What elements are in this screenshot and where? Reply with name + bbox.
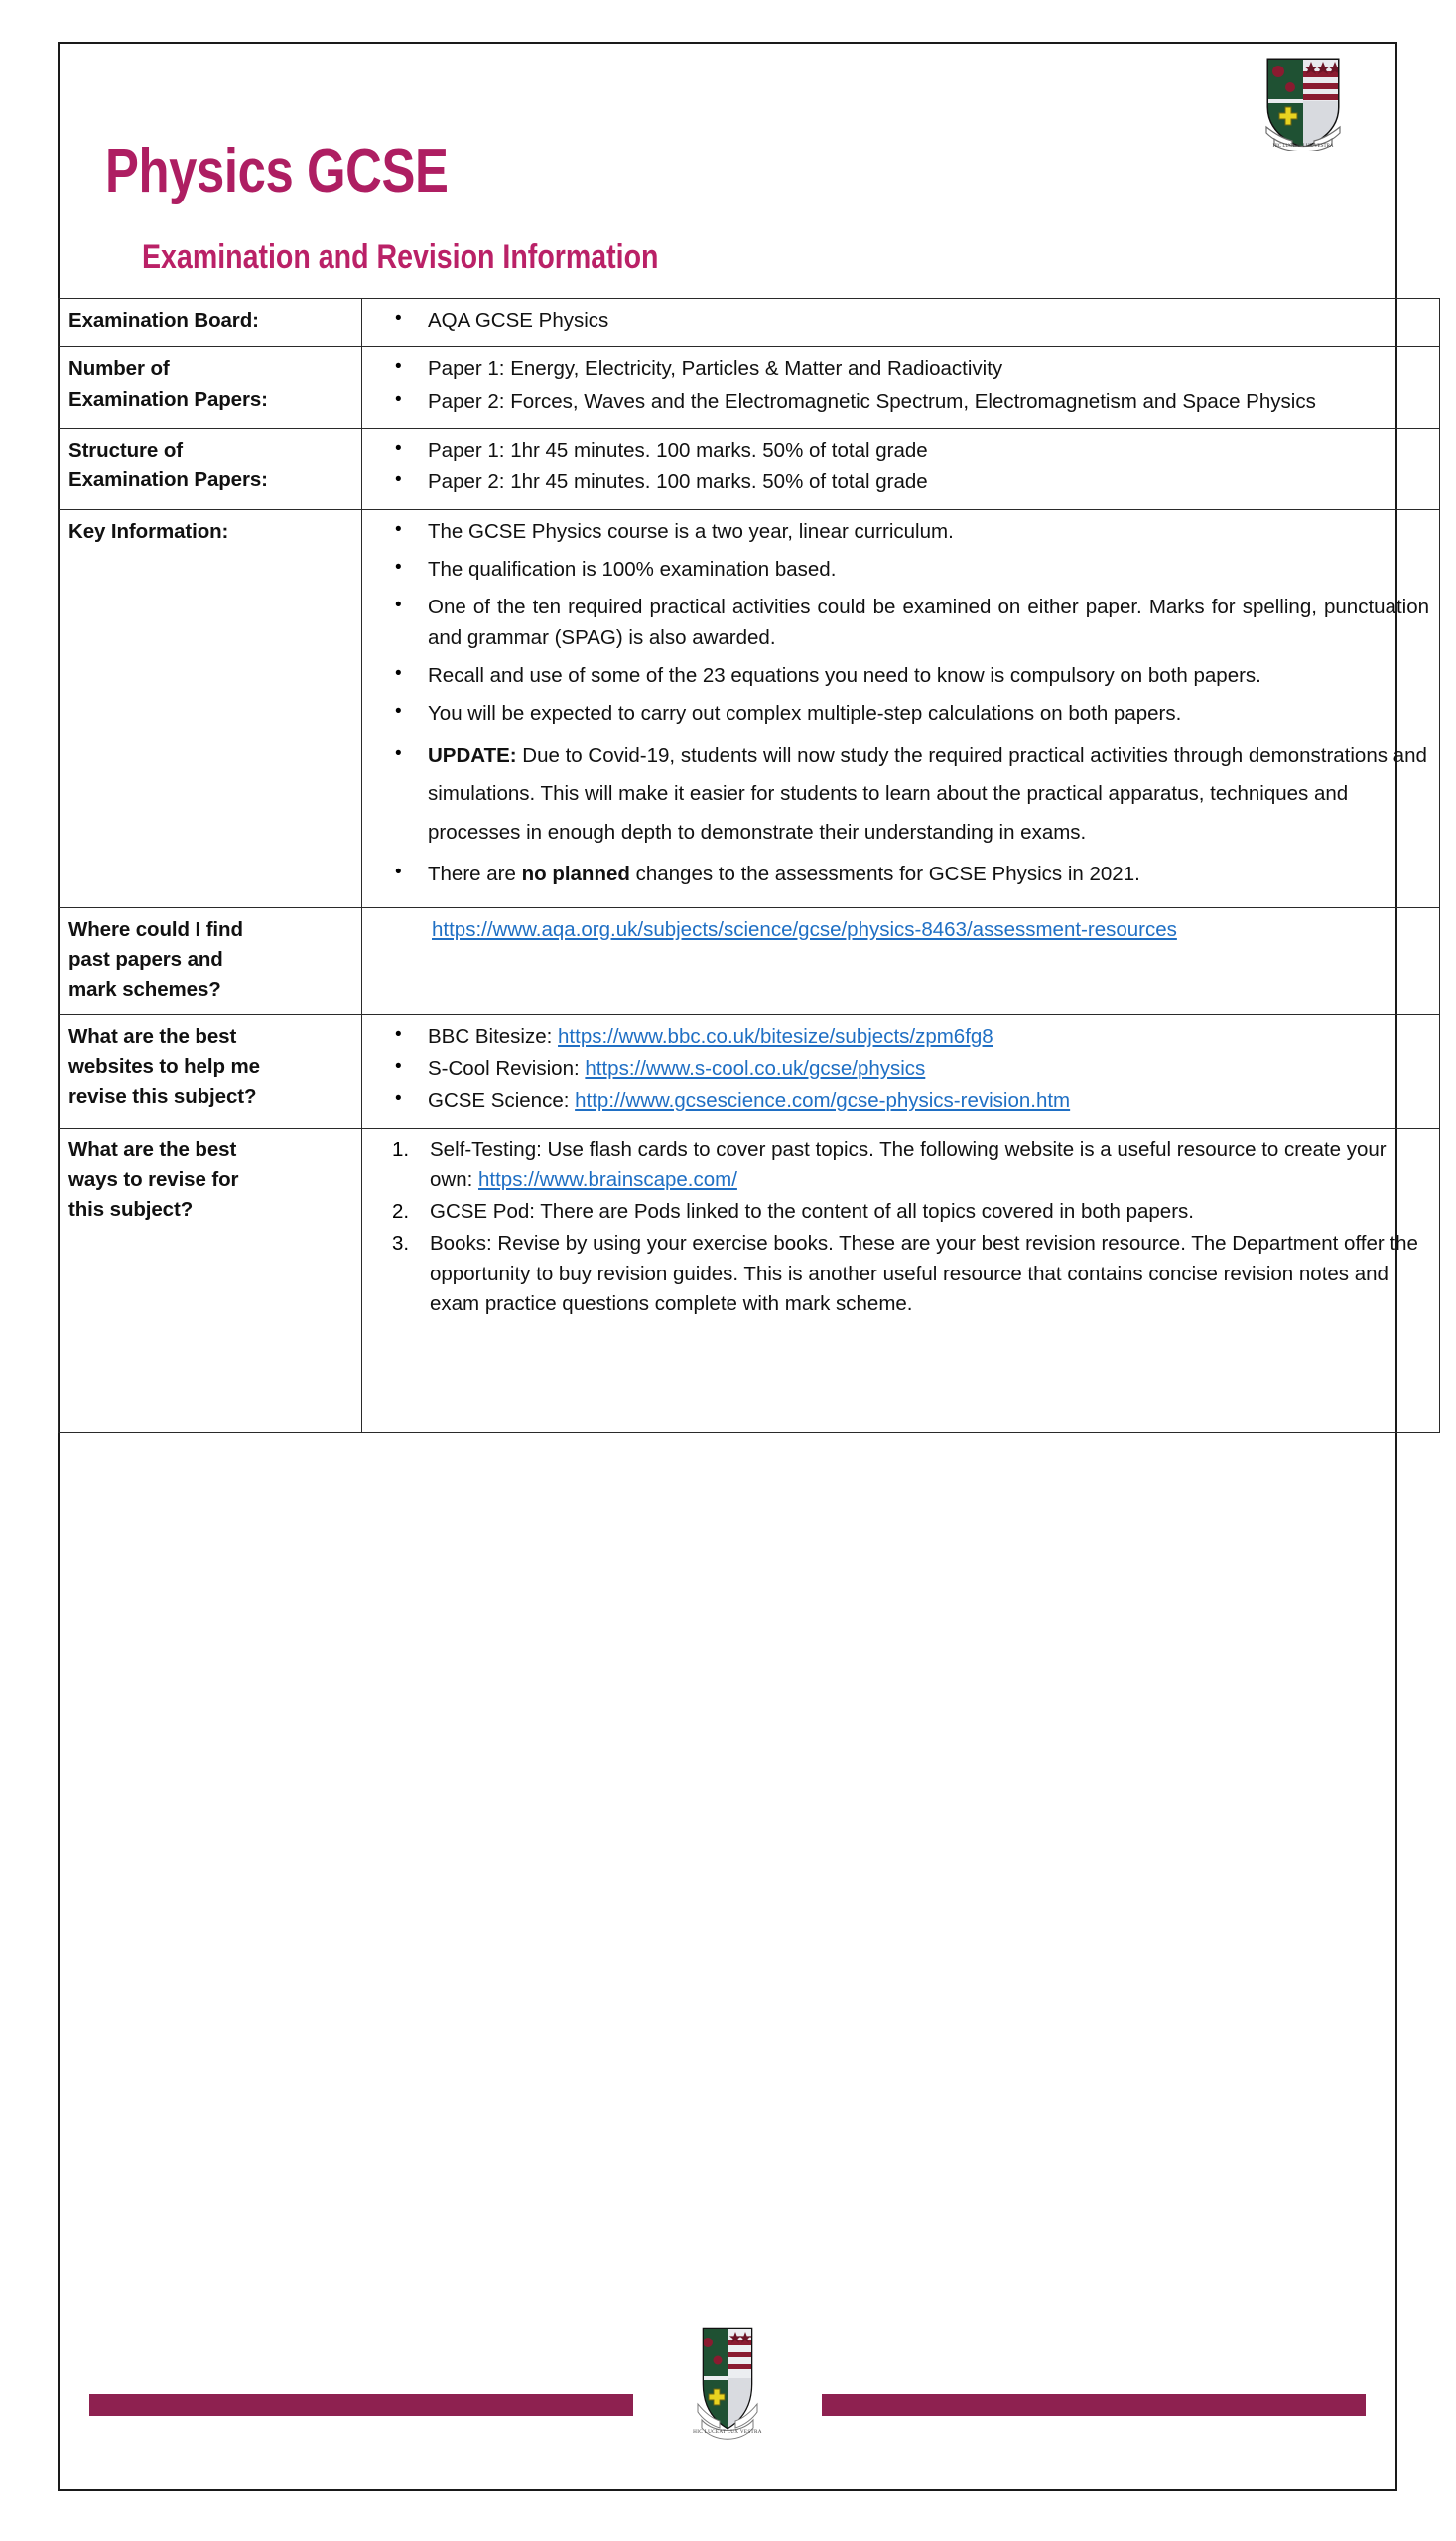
bullet-list <box>372 354 1429 417</box>
footer-crest-motto-text: HIC LUCEAT LUX VESTRA <box>693 2429 762 2435</box>
table-row-number-of-papers <box>59 347 1440 429</box>
page-title: Physics GCSE <box>105 137 449 205</box>
list-item <box>428 1054 1429 1084</box>
list-item: • The qualification is 100% examination based. <box>428 555 1429 585</box>
label-text-line2: past papers and <box>68 947 223 971</box>
table-row-examination-board <box>59 299 1440 347</box>
school-crest-icon <box>1262 56 1344 151</box>
list-item: • AQA GCSE Physics <box>428 306 1429 335</box>
label-text-line1: Structure of <box>68 438 183 462</box>
label-text: Key Information: <box>68 519 229 543</box>
list-item <box>428 1022 1429 1052</box>
label-text-line1: What are the best <box>68 1024 237 1048</box>
link-block <box>372 915 1429 946</box>
label-text-line3: revise this subject? <box>68 1085 257 1109</box>
list-item: • One of the ten required practical activities could be examined on either paper. Marks for spelling, punctuation and grammar (SPAG) is also awarded. <box>428 593 1429 653</box>
table-row-best-ways-to-revise <box>59 1128 1440 1432</box>
crest-motto-text: HIC LUCEAT LUX VESTRA <box>1272 144 1334 149</box>
bullet-list <box>372 306 1429 335</box>
table-row-past-papers <box>59 907 1440 1014</box>
label-text-line1: What are the best <box>68 1137 237 1161</box>
no-planned-bold: no planned <box>521 863 630 886</box>
list-item: • Recall and use of some of the 23 equations you need to know is compulsory on both papers. <box>428 661 1429 691</box>
update-tag: UPDATE: <box>428 743 517 767</box>
aqa-assessment-resources-link[interactable]: https://www.aqa.org.uk/subjects/science/gcse/physics-8463/assessment-resources <box>432 917 1177 941</box>
label-text: Examination Board: <box>68 309 259 332</box>
row-body-best-ways-to-revise <box>362 1128 1440 1432</box>
site-name: S-Cool Revision: <box>428 1056 586 1080</box>
row-body-key-information <box>362 509 1440 907</box>
page-subtitle: Examination and Revision Information <box>142 238 659 276</box>
item-text: Self-Testing: Use flash cards to cover past topics. The following website is a useful resource to create your own: <box>430 1137 1387 1191</box>
list-item-no-planned <box>428 860 1429 889</box>
bullet-list <box>372 1022 1429 1117</box>
label-text-line1: Number of <box>68 357 170 381</box>
document-footer <box>58 2313 1397 2491</box>
no-planned-pre: There are <box>428 863 522 886</box>
row-label-best-ways-to-revise <box>59 1128 362 1432</box>
footer-bar-right <box>822 2394 1366 2416</box>
row-body-best-websites <box>362 1014 1440 1128</box>
crest-svg <box>1262 56 1344 151</box>
label-text-line2: ways to revise for <box>68 1167 239 1191</box>
row-body-examination-board <box>362 299 1440 347</box>
list-item: • Paper 1: Energy, Electricity, Particles & Matter and Radioactivity <box>428 354 1429 384</box>
exam-info-table <box>58 298 1440 1433</box>
list-item: • The GCSE Physics course is a two year, linear curriculum. <box>428 517 1429 547</box>
label-text-line3: this subject? <box>68 1198 194 1222</box>
bullet-list <box>372 517 1429 890</box>
table-row-key-information <box>59 509 1440 907</box>
row-body-structure-of-papers <box>362 428 1440 509</box>
row-body-past-papers <box>362 907 1440 1014</box>
crest-svg-footer <box>682 2323 773 2452</box>
s-cool-revision-link[interactable]: https://www.s-cool.co.uk/gcse/physics <box>585 1056 926 1080</box>
table-row-structure-of-papers <box>59 428 1440 509</box>
row-label-examination-board <box>59 299 362 347</box>
update-text: Due to Covid-19, students will now study the required practical activities through demonstrations and simulations. This will make it easier for students to learn about the practical apparatus, techniques and processes in enough depth to demonstrate their understanding in exams. <box>428 743 1427 844</box>
row-label-best-websites <box>59 1014 362 1128</box>
list-item <box>430 1136 1429 1196</box>
brainscape-link[interactable]: https://www.brainscape.com/ <box>478 1167 737 1191</box>
numbered-list <box>372 1136 1429 1320</box>
no-planned-post: changes to the assessments for GCSE Physics in 2021. <box>629 863 1140 886</box>
label-text-line1: Where could I find <box>68 917 243 941</box>
list-item <box>428 1086 1429 1116</box>
list-item: • Paper 1: 1hr 45 minutes. 100 marks. 50% of total grade <box>428 436 1429 466</box>
footer-bar-left <box>89 2394 633 2416</box>
bbc-bitesize-link[interactable]: https://www.bbc.co.uk/bitesize/subjects/zpm6fg8 <box>558 1024 993 1048</box>
list-item: GCSE Pod: There are Pods linked to the content of all topics covered in both papers. <box>430 1200 1194 1224</box>
list-item: • You will be expected to carry out complex multiple-step calculations on both papers. <box>428 699 1429 729</box>
document-header <box>58 42 1397 290</box>
site-name: BBC Bitesize: <box>428 1024 559 1048</box>
label-text-line2: Examination Papers: <box>68 468 268 492</box>
row-label-past-papers <box>59 907 362 1014</box>
row-label-number-of-papers <box>59 347 362 429</box>
label-text-line2: Examination Papers: <box>68 387 268 411</box>
bullet-list <box>372 436 1429 498</box>
list-item: Books: Revise by using your exercise books. These are your best revision resource. The Department offer the opportunity to buy revision guides. This is another useful resource that contains concise revision notes and exam practice questions complete with mark scheme. <box>430 1232 1418 1316</box>
site-name: GCSE Science: <box>428 1089 576 1113</box>
label-text-line3: mark schemes? <box>68 978 221 1002</box>
row-label-key-information <box>59 509 362 907</box>
list-item-update <box>428 737 1429 853</box>
label-text-line2: websites to help me <box>68 1054 260 1078</box>
school-crest-footer-icon <box>682 2323 773 2452</box>
list-item: • Paper 2: Forces, Waves and the Electromagnetic Spectrum, Electromagnetism and Space Physics <box>428 387 1429 417</box>
table-row-best-websites <box>59 1014 1440 1128</box>
gcse-science-link[interactable]: http://www.gcsescience.com/gcse-physics-revision.htm <box>575 1089 1071 1113</box>
row-label-structure-of-papers <box>59 428 362 509</box>
list-item: • Paper 2: 1hr 45 minutes. 100 marks. 50% of total grade <box>428 468 1429 497</box>
row-body-number-of-papers <box>362 347 1440 429</box>
